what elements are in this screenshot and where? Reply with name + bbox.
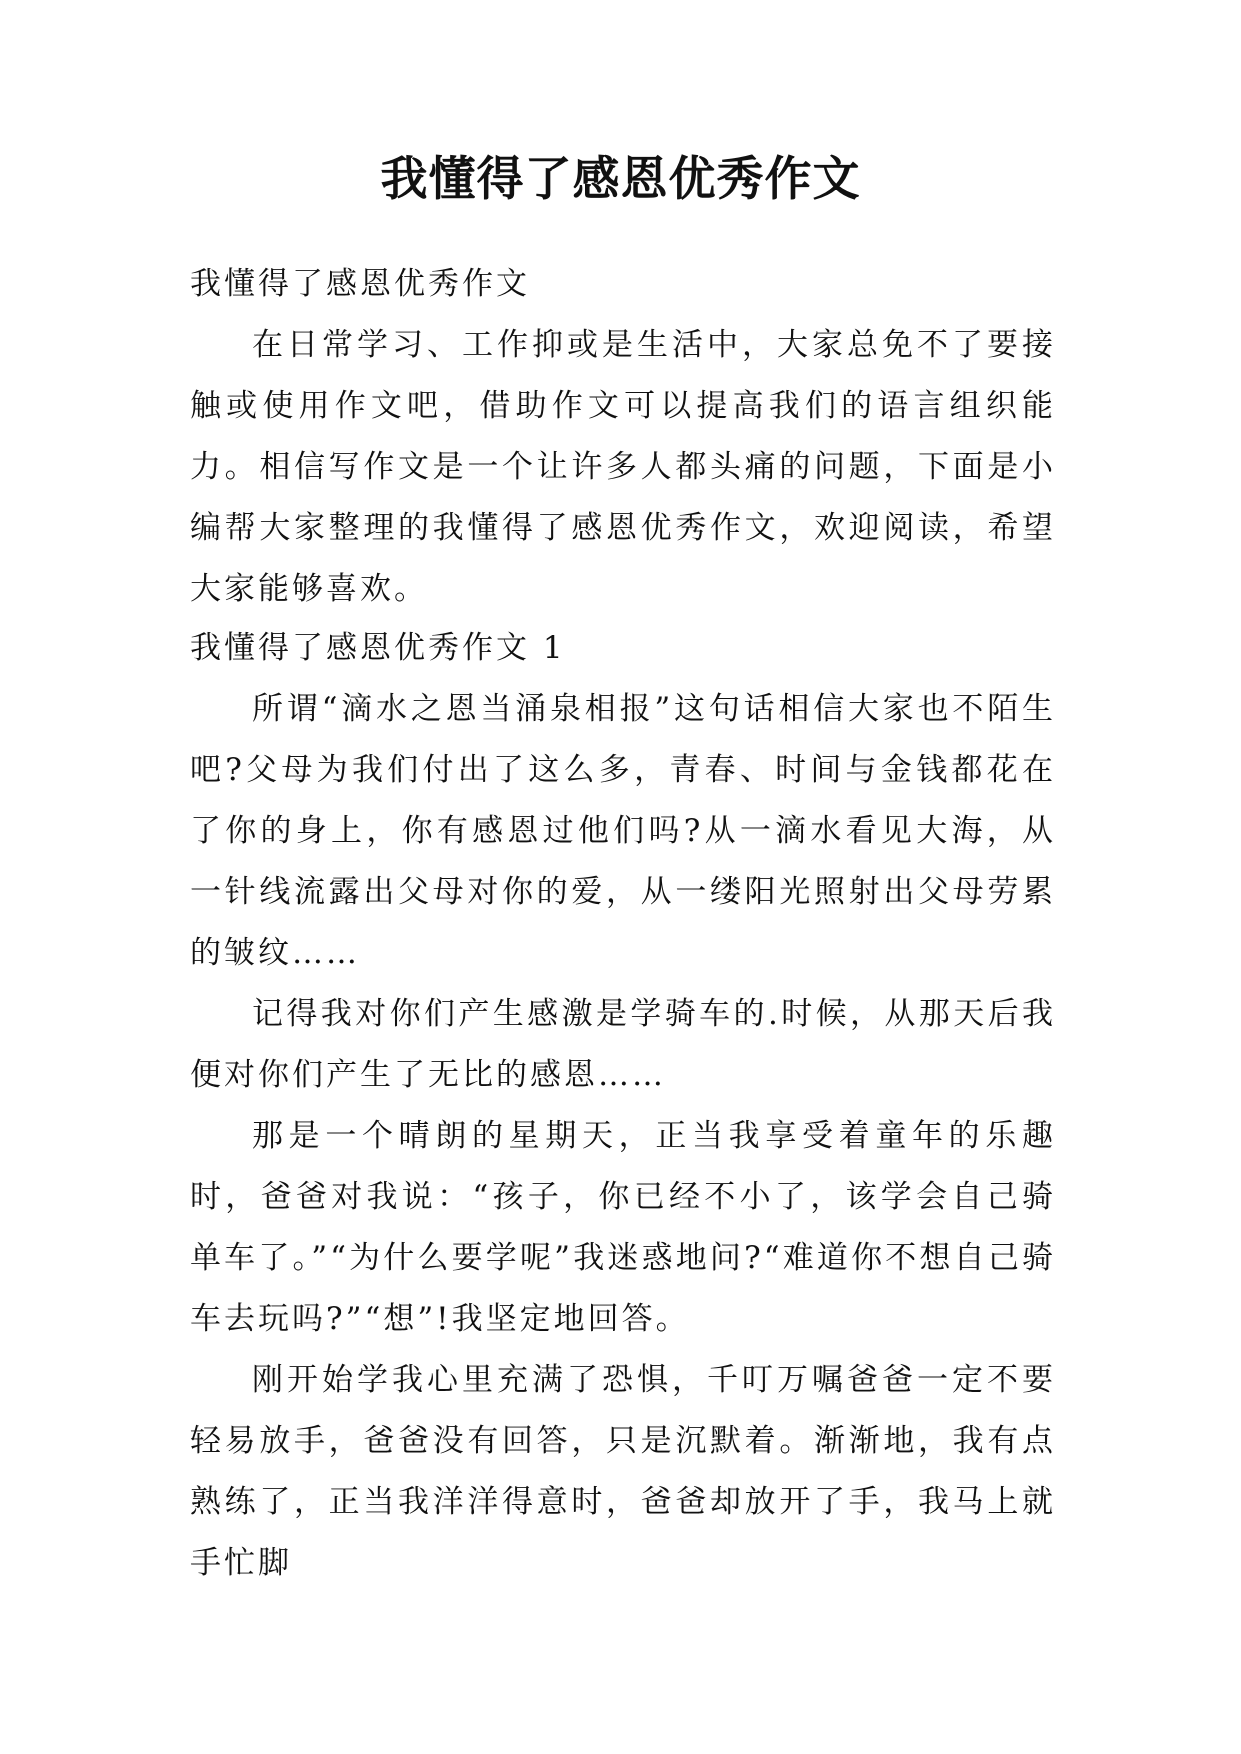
body-paragraph-3: 那是一个晴朗的星期天，正当我享受着童年的乐趣时，爸爸对我说：“孩子，你已经不小了，该学会自己骑单车了。”“为什么要学呢”我迷惑地问?“难道你不想自己骑车去玩吗?”“想”!我坚定地回答。 <box>190 1118 1056 1337</box>
body-paragraph-1: 所谓“滴水之恩当涌泉相报”这句话相信大家也不陌生吧?父母为我们付出了这么多，青春、时间与金钱都花在了你的身上，你有感恩过他们吗?从一滴水看见大海，从一针线流露出父母对你的爱，从一缕阳光照射出父母劳累的皱纹…… <box>190 691 1056 971</box>
page-title: 我懂得了感恩优秀作文 <box>380 152 861 207</box>
body-paragraph-4: 刚开始学我心里充满了恐惧，千叮万嘱爸爸一定不要轻易放手，爸爸没有回答，只是沉默着。渐渐地，我有点熟练了，正当我洋洋得意时，爸爸却放开了手，我马上就手忙脚 <box>190 1362 1056 1581</box>
intro-paragraph: 在日常学习、工作抑或是生活中，大家总免不了要接触或使用作文吧，借助作文可以提高我们的语言组织能力。相信写作文是一个让许多人都头痛的问题，下面是小编帮大家整理的我懂得了感恩优秀作文，欢迎阅读，希望大家能够喜欢。 <box>190 327 1056 607</box>
document-subtitle: 我懂得了感恩优秀作文 <box>190 266 530 302</box>
body-paragraph-2: 记得我对你们产生感激是学骑车的.时候，从那天后我便对你们产生了无比的感恩…… <box>190 996 1056 1093</box>
section-heading: 我懂得了感恩优秀作文 1 <box>190 630 566 666</box>
